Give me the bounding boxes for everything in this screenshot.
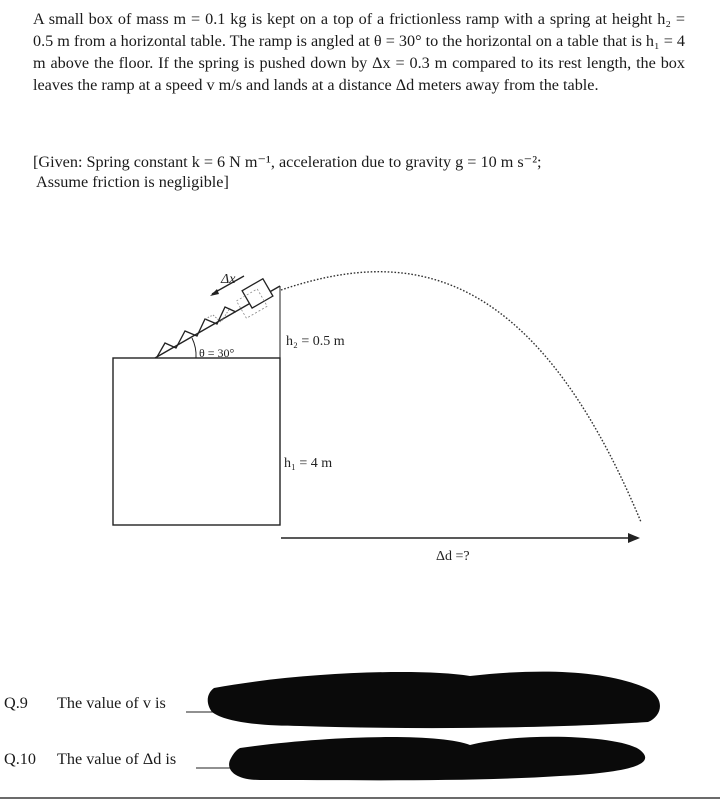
question-number: Q.9 [4,694,28,712]
problem-statement: A small box of mass m = 0.1 kg is kept on a top of a frictionless ramp with a spring at height h₂ = 0.5 m from a horizontal table. The ramp is angled at θ = 30° to the horizontal on a table that is h₁ = 4 m above the floor. If the spring is pushed down by Δx = 0.3 m compared to its rest length, the box leaves the ramp at a speed v m/s and lands at a distance Δd meters away from the table. [33,10,685,94]
given-constants: [Given: Spring constant k = 6 N m⁻¹, acceleration due to gravity g = 10 m s⁻²; [33,153,542,171]
redaction-mark [229,737,645,781]
question-text: The value of Δd is [57,750,177,768]
given-assumption: Assume friction is negligible] [36,173,229,191]
label-dx: Δx [221,272,236,287]
label-dd: Δd =? [436,549,470,564]
redaction-mark [208,672,660,728]
label-h2: h₂ = 0.5 m [286,334,345,349]
page-bottom-border [0,797,720,799]
label-h1: h₁ = 4 m [284,456,333,471]
question-number: Q.10 [4,750,36,768]
question-text: The value of v is [57,694,166,712]
label-theta: θ = 30° [199,346,235,360]
